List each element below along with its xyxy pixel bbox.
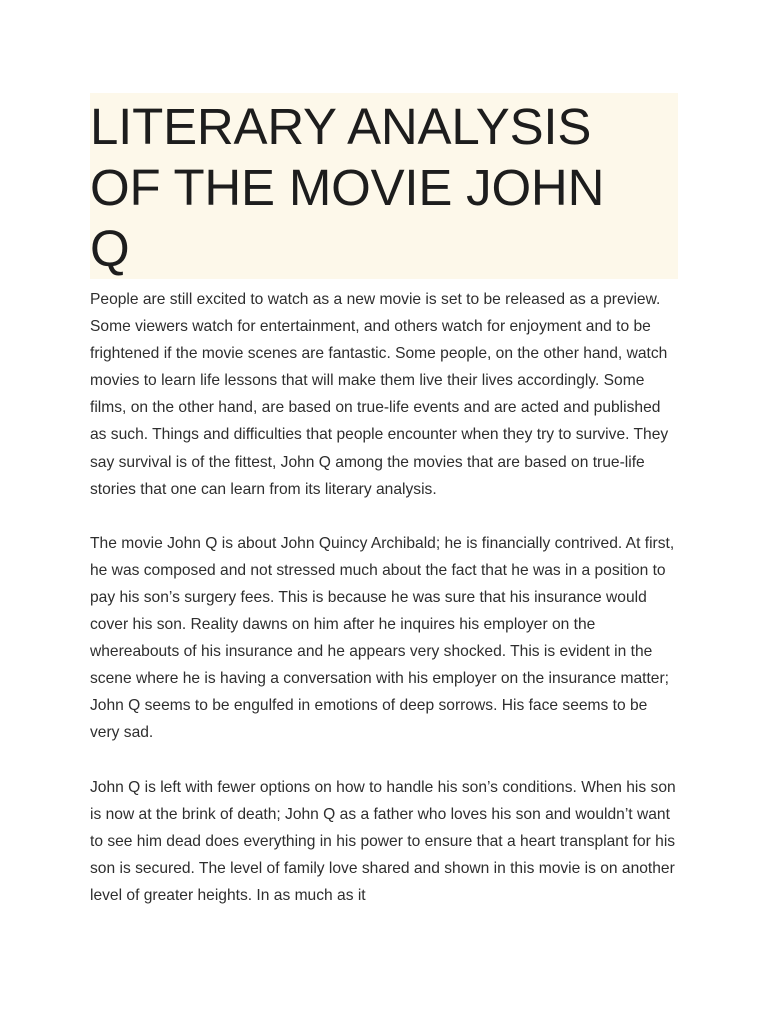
document-title: LITERARY ANALYSIS OF THE MOVIE JOHN Q	[90, 98, 605, 277]
paragraph-plot: The movie John Q is about John Quincy Archibald; he is financially contrived. At first, he was composed and not stressed much about the fact that he was in a position to pay his son’s surgery fees. This is because he was sure that his insurance would cover his son. Reality dawns on him after he inquires his employer on the whereabouts of his insurance and he appears very shocked. This is evident in the scene where he is having a conversation with his employer on the insurance matter; John Q seems to be engulfed in emotions of deep sorrows. His face seems to be very sad.	[90, 534, 675, 742]
paragraph-options: John Q is left with fewer options on how to handle his son’s conditions. When his son is now at the brink of death; John Q as a father who loves his son and wouldn’t want to see him dead does everything in his power to ensure that a heart transplant for his son is secured. The level of family love shared and shown in this movie is on another level of greater heights. In as much as it	[90, 778, 676, 904]
title-highlight	[90, 93, 678, 279]
document-body	[90, 286, 680, 936]
paragraph-intro: People are still excited to watch as a new movie is set to be released as a preview. Some viewers watch for entertainment, and others watch for enjoyment and to be frightened if the movie scenes are fantastic. Some people, on the other hand, watch movies to learn life lessons that will make them live their lives accordingly. Some films, on the other hand, are based on true-life events and are acted and published as such. Things and difficulties that people encounter when they try to survive. They say survival is of the fittest, John Q among the movies that are based on true-life stories that one can learn from its literary analysis.	[90, 291, 669, 498]
